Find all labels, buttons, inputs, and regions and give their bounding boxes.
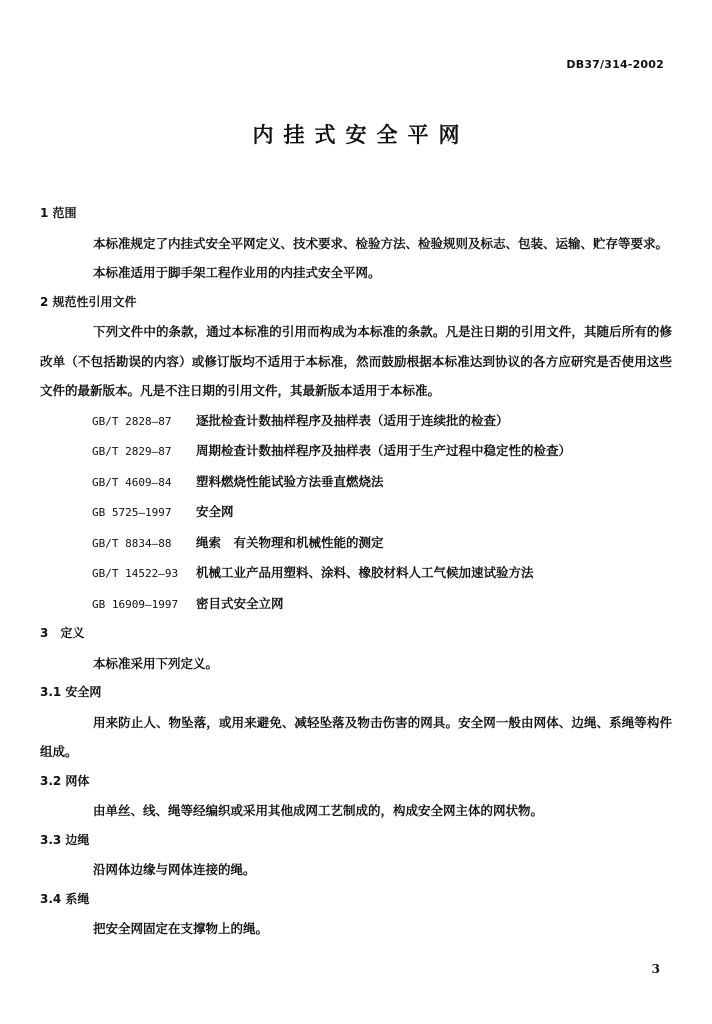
reference-item bbox=[40, 589, 672, 620]
reference-title: 周期检查计数抽样程序及抽样表（适用于生产过程中稳定性的检查） bbox=[196, 443, 572, 458]
reference-code: GB 16909—1997 bbox=[92, 597, 179, 611]
subsection-heading: 3.3 边绳 bbox=[40, 832, 90, 847]
page-number: 3 bbox=[651, 962, 660, 976]
reference-title: 密目式安全立网 bbox=[196, 595, 284, 611]
reference-item bbox=[40, 436, 672, 467]
document-body bbox=[40, 199, 672, 944]
section-heading: 1 范围 bbox=[40, 206, 77, 220]
subsection-heading: 3.2 网体 bbox=[40, 773, 90, 788]
paragraph: 用来防止人、物坠落，或用来避免、减轻坠落及物击伤害的网具。安全网一般由网体、边绳、系绳等构件组成。 bbox=[40, 714, 672, 759]
reference-code: GB/T 2828—87 bbox=[92, 414, 172, 428]
reference-code: GB/T 2829—87 bbox=[92, 445, 172, 458]
paragraph: 由单丝、线、绳等经编织或采用其他成网工艺制成的，构成安全网主体的网状物。 bbox=[93, 803, 544, 818]
reference-title: 机械工业产品用塑料、涂料、橡胶材料人工气候加速试验方法 bbox=[196, 565, 534, 580]
reference-title: 塑料燃烧性能试验方法垂直燃烧法 bbox=[196, 473, 384, 489]
reference-code: GB/T 14522—93 bbox=[92, 567, 179, 580]
section-scope bbox=[40, 199, 672, 288]
paragraph: 本标准适用于脚手架工程作业用的内挂式安全平网。 bbox=[93, 265, 381, 280]
reference-code: GB/T 4609—84 bbox=[92, 475, 172, 489]
subsection-heading: 3.4 系绳 bbox=[40, 891, 90, 906]
section-normative-references bbox=[40, 288, 672, 620]
standard-code: DB37/314-2002 bbox=[566, 58, 664, 71]
reference-item bbox=[40, 497, 672, 528]
section-heading: 3 定义 bbox=[40, 626, 85, 640]
paragraph: 下列文件中的条款，通过本标准的引用而构成为本标准的条款。凡是注日期的引用文件，其随后所有的修改单（不包括勘误的内容）或修订版均不适用于本标准，然而鼓励根据本标准达到协议的各方应研究是否使用这些文件的最新版本。凡是不注日期的引用文件，其最新版本适用于本标准。 bbox=[40, 324, 672, 398]
reference-item bbox=[40, 467, 672, 498]
reference-title: 绳索 有关物理和机械性能的测定 bbox=[196, 534, 384, 550]
reference-code: GB 5725—1997 bbox=[92, 506, 172, 519]
reference-title: 安全网 bbox=[196, 504, 234, 519]
reference-item bbox=[40, 558, 672, 589]
reference-code: GB/T 8834—88 bbox=[92, 536, 172, 550]
subsection-heading: 3.1 安全网 bbox=[40, 685, 102, 699]
paragraph: 本标准采用下列定义。 bbox=[93, 655, 219, 671]
document-title: 内挂式安全平网 bbox=[252, 123, 470, 147]
reference-item bbox=[40, 528, 672, 559]
reference-list bbox=[40, 406, 672, 620]
paragraph: 本标准规定了内挂式安全平网定义、技术要求、检验方法、检验规则及标志、包装、运输、贮存等要求。 bbox=[93, 235, 669, 251]
reference-item bbox=[40, 406, 672, 437]
paragraph: 把安全网固定在支撑物上的绳。 bbox=[93, 921, 269, 936]
section-heading: 2 规范性引用文件 bbox=[40, 294, 137, 309]
section-definitions bbox=[40, 619, 672, 944]
reference-title: 逐批检查计数抽样程序及抽样表（适用于连续批的检查） bbox=[196, 412, 509, 428]
paragraph: 沿网体边缘与网体连接的绳。 bbox=[93, 862, 256, 877]
